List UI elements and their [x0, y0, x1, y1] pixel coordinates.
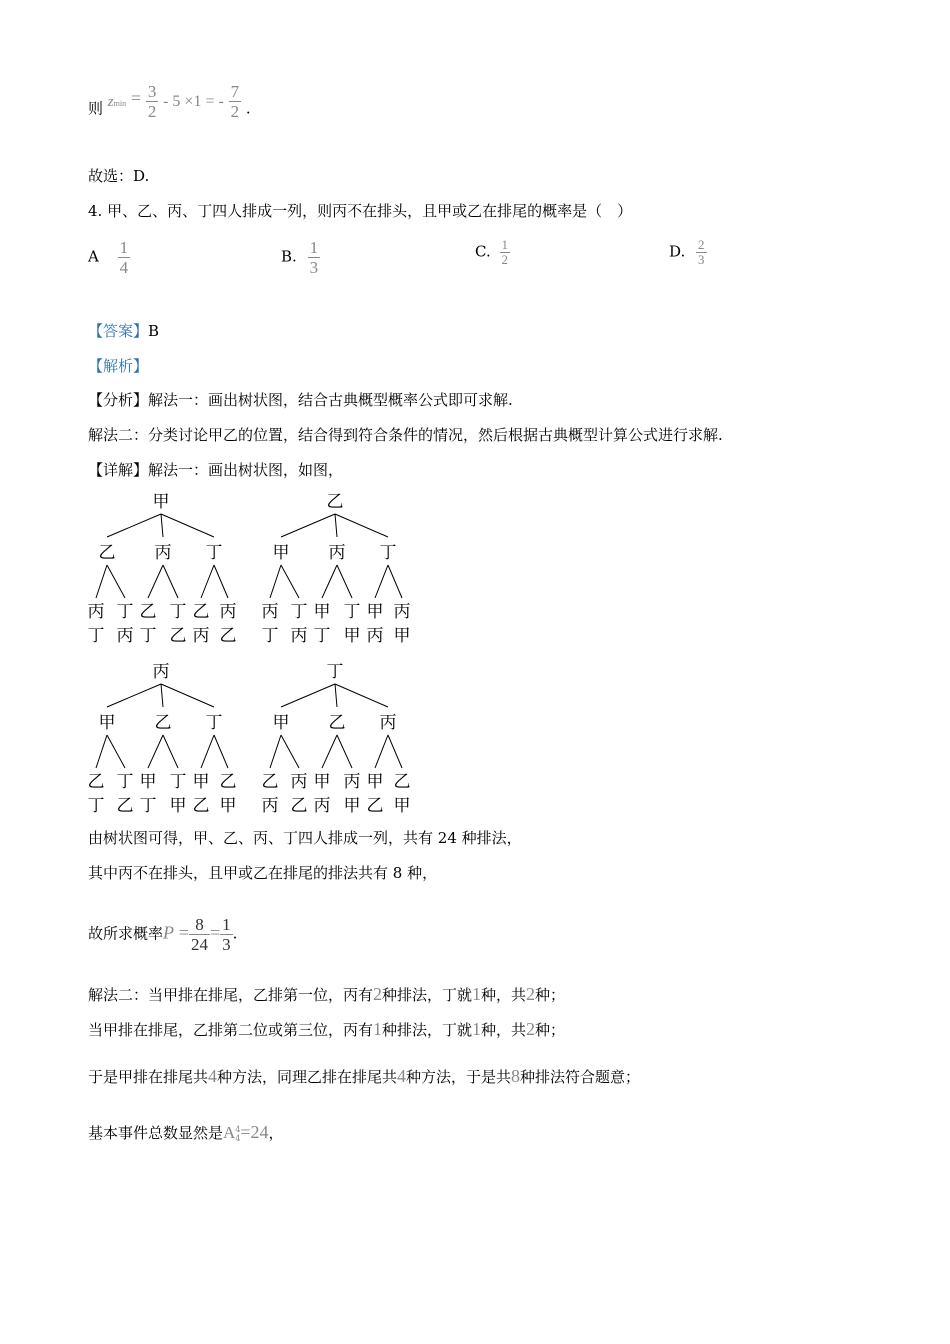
tree-level2-node: 丁	[116, 772, 134, 792]
tree-edge	[107, 565, 125, 598]
option-label: B.	[281, 247, 297, 266]
tree-edge	[161, 684, 214, 707]
tree-edge	[214, 565, 228, 598]
tree-level1-node: 乙	[154, 713, 172, 733]
tree-level2-node: 丙	[219, 602, 237, 622]
t: 于是甲排在排尾共	[88, 1068, 209, 1086]
tree-root: 乙	[326, 492, 344, 512]
tree-level3-node: 甲	[219, 796, 237, 816]
num: 1	[222, 915, 231, 934]
tree-level3-node: 甲	[393, 626, 411, 646]
num: 2	[698, 237, 705, 252]
t: 当甲排在排尾，乙排第二位或第三位，丙有	[88, 1021, 374, 1039]
tree-level3-node: 丁	[87, 796, 105, 816]
tree-level2-node: 甲	[366, 772, 384, 792]
tree-level2-node: 丁	[343, 602, 361, 622]
num: 2	[373, 984, 383, 1004]
tree-level2-node: 乙	[87, 772, 105, 792]
prob-prefix: 故所求概率	[88, 924, 164, 943]
eq-sign: =	[130, 87, 142, 108]
tree-level3-node: 乙	[219, 626, 237, 646]
z-var: z	[107, 93, 114, 110]
tree-edge	[337, 565, 352, 598]
method2-line3	[88, 1066, 640, 1087]
tree-edge	[335, 684, 337, 707]
tree-level3-node: 乙	[290, 796, 308, 816]
a-symbol: A	[223, 1123, 236, 1142]
t: ，	[268, 1124, 284, 1142]
tree-level3-node: 丁	[313, 626, 331, 646]
tree-level2-node: 甲	[366, 602, 384, 622]
den: 2	[501, 252, 508, 267]
tree-level1-node: 丁	[205, 713, 223, 733]
tree-edge	[375, 565, 388, 598]
num: 1	[373, 1019, 383, 1039]
tree-level1-node: 乙	[328, 713, 346, 733]
tree-level3-node: 丙	[192, 626, 210, 646]
tree-edge	[163, 565, 178, 598]
tree-edge	[270, 735, 281, 768]
tree-level2-node: 丙	[87, 602, 105, 622]
num: 1	[501, 237, 508, 252]
method2-intro: 解法二：分类讨论甲乙的位置，结合得到符合条件的情况，然后根据古典概型计算公式进行求解.	[88, 426, 723, 444]
t: 种方法，同理乙排在排尾共	[217, 1068, 398, 1086]
a-sup: 4	[235, 1125, 241, 1134]
t: 种排法，丁就	[382, 986, 473, 1004]
tree-level1-node: 甲	[272, 543, 290, 563]
answer-tag: 【答案】	[88, 322, 149, 340]
num: 1	[472, 1019, 482, 1039]
analysis-tag: 【解析】	[88, 357, 149, 375]
tree-level2-node: 乙	[393, 772, 411, 792]
tree-level2-node: 丁	[169, 602, 187, 622]
tree-edge	[270, 565, 281, 598]
min-sub: min	[113, 98, 127, 108]
option-label: A	[88, 247, 99, 266]
tree-level3-node: 甲	[393, 796, 411, 816]
tree-root: 丙	[152, 662, 170, 682]
num: 8	[511, 1066, 521, 1086]
tree-edge	[281, 735, 299, 768]
t: 种；	[535, 1021, 566, 1039]
tree-level3-node: 乙	[169, 626, 187, 646]
tree-edge	[281, 514, 335, 537]
tree-root: 甲	[152, 492, 170, 512]
tree-edge	[281, 565, 299, 598]
tree-favorable: 其中丙不在排头，且甲或乙在排尾的排法共有 8 种，	[88, 864, 438, 882]
t: 基本事件总数显然是	[88, 1124, 224, 1142]
tree-edge	[335, 514, 388, 537]
tree-edge	[148, 565, 163, 598]
tree-level1-node: 丁	[205, 543, 223, 563]
num: 2	[526, 984, 536, 1004]
fenxi-tag: 【分析】	[88, 391, 149, 409]
detail-text: 解法一：画出树状图，如图，	[148, 461, 344, 479]
tree-edge	[161, 514, 214, 537]
t: 种排法，丁就	[382, 1021, 473, 1039]
option-label: D.	[669, 242, 686, 261]
tree-level2-node: 丙	[290, 772, 308, 792]
tree-edge	[375, 735, 388, 768]
tree-edge	[322, 565, 337, 598]
eq-sign: =	[178, 922, 189, 943]
tree-level3-node: 丁	[261, 626, 279, 646]
tree-level3-node: 丙	[116, 626, 134, 646]
detail-tag: 【详解】	[88, 461, 149, 479]
tree-level2-node: 乙	[261, 772, 279, 792]
tree-edge	[337, 735, 352, 768]
period: .	[245, 99, 251, 118]
fraction-1-3	[220, 915, 233, 954]
num: 7	[230, 82, 240, 101]
p-var: P	[163, 922, 175, 943]
tree-level1-node: 乙	[98, 543, 116, 563]
tree-level3-node: 丙	[290, 626, 308, 646]
answer-value: B	[148, 322, 160, 340]
tree-root: 丁	[326, 662, 344, 682]
method2-line4	[88, 1122, 284, 1143]
tree-level3-node: 丁	[87, 626, 105, 646]
tree-level2-node: 甲	[192, 772, 210, 792]
num: 4	[208, 1066, 218, 1086]
tree-level2-node: 甲	[313, 772, 331, 792]
tree-edge	[201, 565, 214, 598]
tree-level2-node: 乙	[192, 602, 210, 622]
tree-edge	[107, 684, 161, 707]
eq-24: =24	[240, 1122, 269, 1142]
tree-edge	[335, 684, 388, 707]
tree-level3-node: 甲	[343, 796, 361, 816]
tree-level2-node: 甲	[313, 602, 331, 622]
tree-level3-node: 丙	[366, 626, 384, 646]
tree-level3-node: 丁	[139, 796, 157, 816]
num: 2	[526, 1019, 536, 1039]
choose-answer: 故选：D.	[88, 167, 150, 185]
den: 2	[147, 102, 157, 121]
tree-level3-node: 甲	[343, 626, 361, 646]
tree-level3-node: 丁	[139, 626, 157, 646]
period: .	[232, 924, 238, 943]
tree-level2-node: 丁	[169, 772, 187, 792]
tree-total: 由树状图可得，甲、乙、丙、丁四人排成一列，共有 24 种排法，	[88, 829, 522, 847]
tree-level2-node: 甲	[139, 772, 157, 792]
tree-edge	[161, 684, 163, 707]
tree-edge	[163, 735, 178, 768]
num: 1	[472, 984, 482, 1004]
tree-level1-node: 甲	[272, 713, 290, 733]
num: 8	[195, 915, 204, 934]
den: 3	[222, 935, 231, 954]
tree-edge	[335, 514, 337, 537]
tree-level2-node: 丙	[261, 602, 279, 622]
num: 1	[119, 238, 129, 257]
tree-level2-node: 丙	[343, 772, 361, 792]
ze-text: 则	[88, 99, 104, 118]
tree-level2-node: 乙	[219, 772, 237, 792]
tree-level3-node: 丙	[313, 796, 331, 816]
tree-level3-node: 乙	[192, 796, 210, 816]
tree-level1-node: 丙	[328, 543, 346, 563]
tree-edge	[322, 735, 337, 768]
fenxi-text: 解法一：画出树状图，结合古典概型概率公式即可求解.	[148, 391, 513, 409]
tree-edge	[388, 565, 402, 598]
prob-line	[88, 915, 237, 954]
a-sub: 4	[235, 1134, 241, 1143]
eq-sign: =	[209, 922, 221, 943]
question-4: 4. 甲、乙、丙、丁四人排成一列，则丙不在排头，且甲或乙在排尾的概率是（ ）	[88, 202, 633, 220]
t: 种方法，于是共	[406, 1068, 512, 1086]
mid-expr: - 5 ×1 = -	[163, 92, 224, 110]
tree-edge	[281, 684, 335, 707]
tree-level1-node: 甲	[98, 713, 116, 733]
num: 1	[309, 238, 319, 257]
den: 2	[230, 102, 240, 121]
tree-level2-node: 乙	[139, 602, 157, 622]
tree-level2-node: 丁	[290, 602, 308, 622]
fraction-8-24	[189, 915, 210, 954]
den: 4	[119, 258, 129, 277]
t: 种；	[535, 986, 566, 1004]
t: 种，共	[481, 986, 527, 1004]
tree-level3-node: 丙	[261, 796, 279, 816]
tree-edge	[107, 735, 125, 768]
tree-level1-node: 丙	[154, 543, 172, 563]
tree-level3-node: 乙	[116, 796, 134, 816]
tree-edge	[201, 735, 214, 768]
den: 3	[309, 258, 319, 277]
tree-edge	[161, 514, 163, 537]
tree-edge	[214, 735, 228, 768]
method2-line2	[88, 1019, 565, 1040]
tree-level1-node: 丙	[379, 713, 397, 733]
t: 种排法符合题意；	[520, 1068, 641, 1086]
num: 4	[397, 1066, 407, 1086]
option-label: C.	[475, 242, 491, 261]
tree-level2-node: 丁	[116, 602, 134, 622]
tree-edge	[107, 514, 161, 537]
num: 3	[147, 82, 157, 101]
tree-level3-node: 乙	[366, 796, 384, 816]
den: 3	[698, 252, 705, 267]
tree-level1-node: 丁	[379, 543, 397, 563]
tree-edge	[96, 735, 107, 768]
t: 种，共	[481, 1021, 527, 1039]
tree-edge	[388, 735, 402, 768]
den: 24	[190, 935, 208, 954]
tree-level3-node: 甲	[169, 796, 187, 816]
tree-level2-node: 丙	[393, 602, 411, 622]
tree-edge	[96, 565, 107, 598]
method2-line1	[88, 984, 565, 1005]
tree-edge	[148, 735, 163, 768]
t: 解法二：当甲排在排尾，乙排第一位，丙有	[88, 986, 374, 1004]
